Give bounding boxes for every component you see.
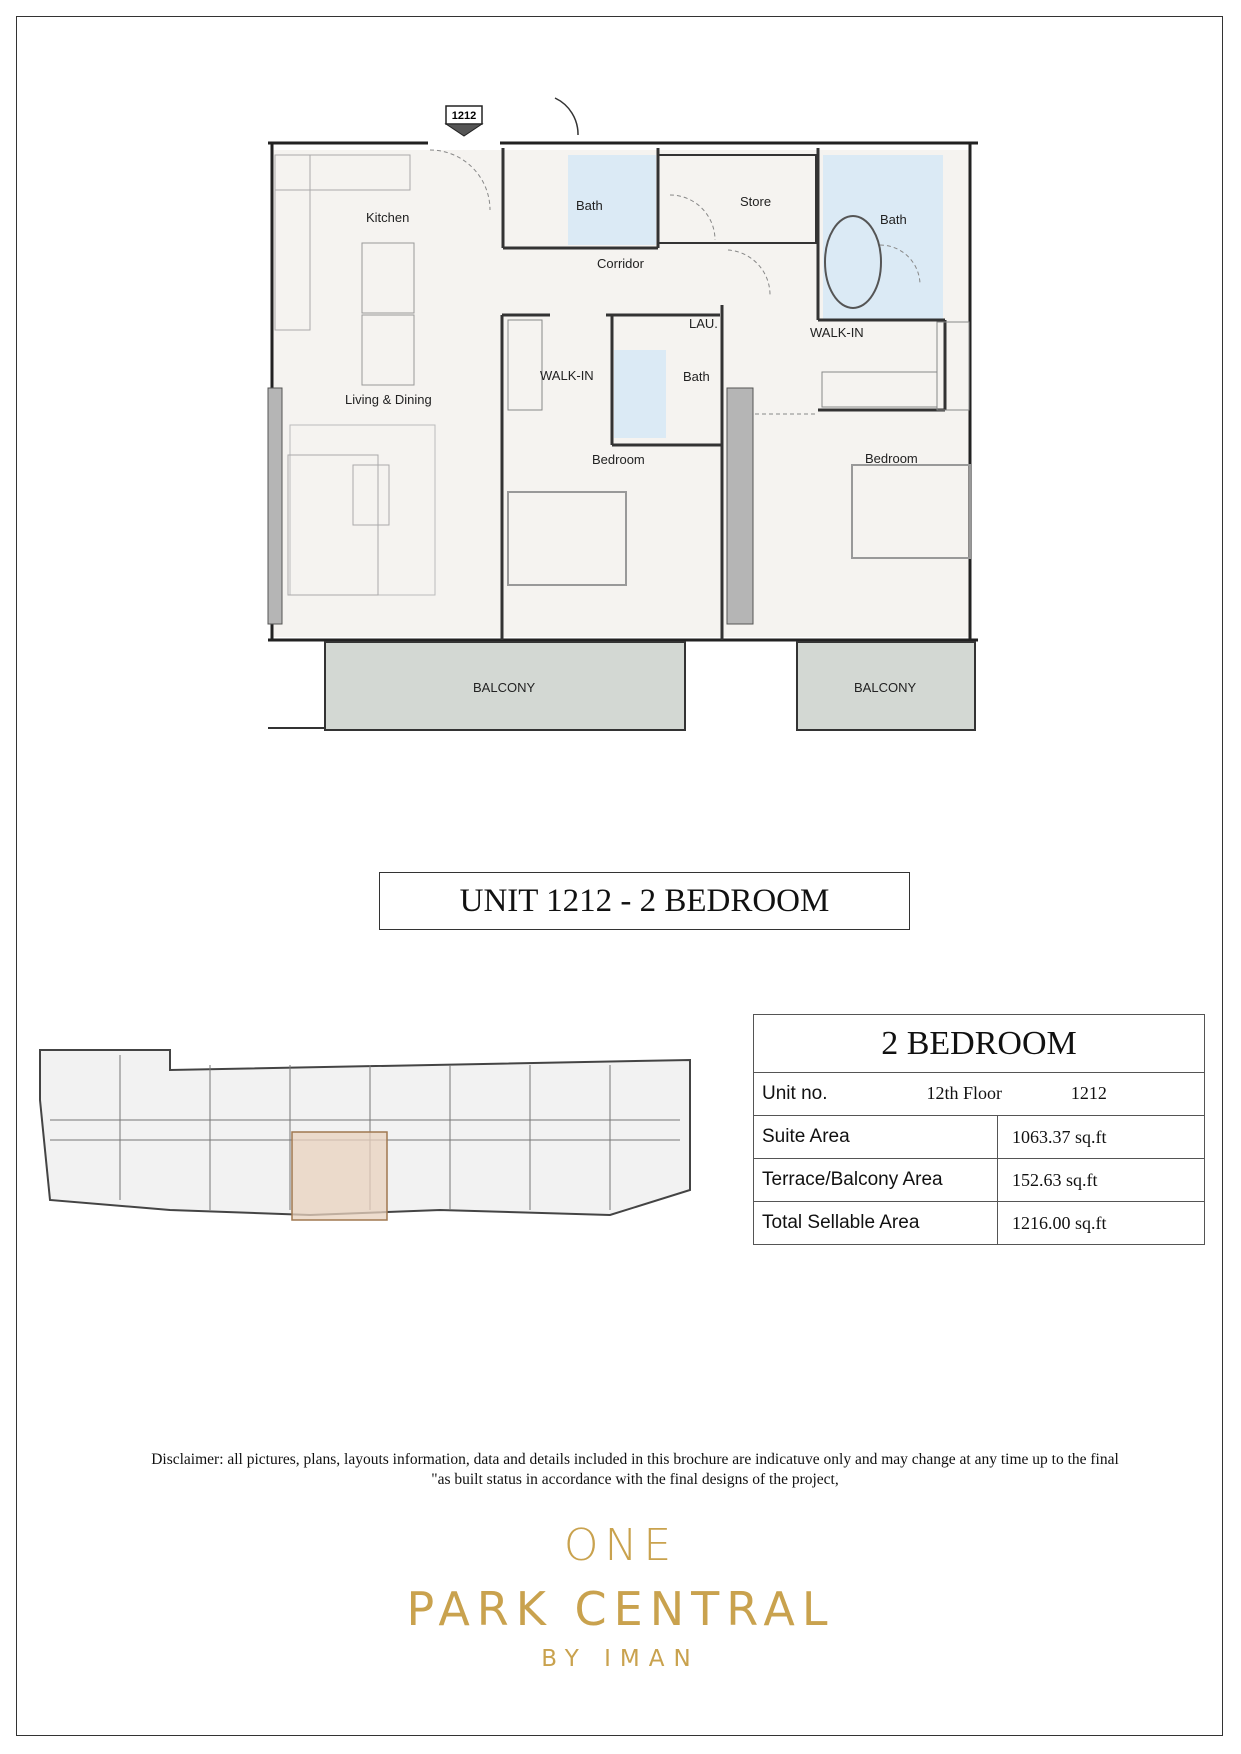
label-lau: LAU. [689,316,718,331]
key-plan [30,1040,720,1230]
label-balcony2: BALCONY [854,680,917,695]
row-value: 1216.00 sq.ft [998,1202,1205,1245]
label-bath2: Bath [880,212,907,227]
unit-tag-label: 1212 [451,110,477,122]
row-label: Terrace/Balcony Area [754,1159,998,1202]
label-living-dining: Living & Dining [345,392,432,407]
unit-info-row [754,1073,1205,1116]
unit-no-label: Unit no. [762,1083,828,1104]
store-room [658,155,816,243]
label-balcony1: BALCONY [473,680,536,695]
table-row [754,1116,1205,1159]
table-row [754,1202,1205,1245]
logo [0,1520,1241,1672]
floor-plan [0,0,1241,760]
logo-line2: PARK CENTRAL [406,1582,835,1636]
bath2-tiles [823,155,943,320]
label-corridor: Corridor [597,256,644,271]
column [727,388,753,624]
unit-title: UNIT 1212 - 2 BEDROOM [379,872,910,930]
row-label: Total Sellable Area [754,1202,998,1245]
row-label: Suite Area [754,1116,998,1159]
disclaimer-line1: Disclaimer: all pictures, plans, layouts information, data and details included in this brochure are indicatuve only and may change at any time up to the final [151,1451,1119,1468]
row-value: 152.63 sq.ft [998,1159,1205,1202]
label-bedroom1: Bedroom [592,452,645,467]
label-kitchen: Kitchen [366,210,410,225]
highlighted-unit [292,1132,387,1220]
row-value: 1063.37 sq.ft [998,1116,1205,1159]
disclaimer-line2: "as built status in accordance with the final designs of the project, [431,1471,839,1488]
table-row [754,1159,1205,1202]
label-walkin2: WALK-IN [810,325,864,340]
label-store: Store [740,194,772,209]
floor-value: 12th Floor [926,1083,1002,1103]
logo-line3: BY IMAN [541,1646,700,1672]
disclaimer [60,1450,1210,1490]
area-table-heading: 2 BEDROOM [754,1015,1205,1073]
label-bedroom2: Bedroom [865,451,918,466]
area-table [753,1014,1205,1245]
label-bath1: Bath [576,198,603,213]
column [268,388,282,624]
unit-no-value: 1212 [1070,1083,1107,1103]
logo-line1: ONE [563,1520,678,1571]
label-walkin1: WALK-IN [540,368,594,383]
bath3-tiles [614,350,666,438]
label-bath3: Bath [683,369,710,384]
